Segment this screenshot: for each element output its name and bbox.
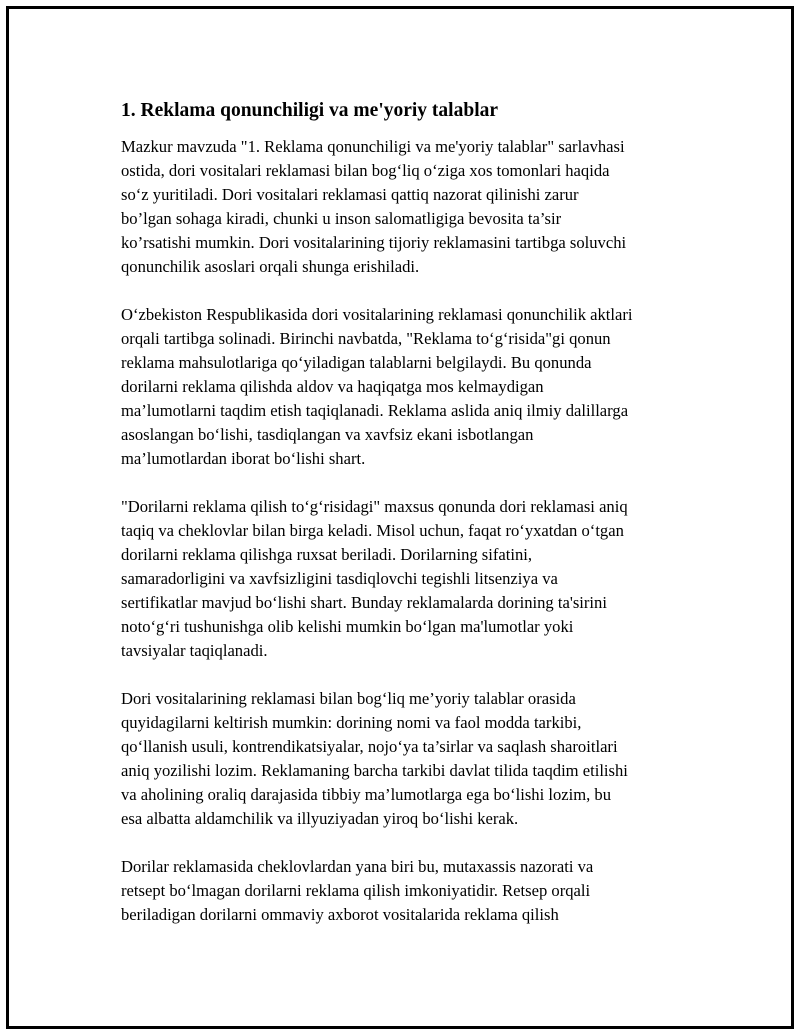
text-line: O‘zbekiston Respublikasida dori vositalarining reklamasi qonunchilik aktlari: [121, 305, 633, 324]
paragraph-gap: [121, 663, 696, 687]
text-line: qo‘llanish usuli, kontrendikatsiyalar, nojo‘ya ta’sirlar va saqlash sharoitlari: [121, 737, 618, 756]
paragraph-gap: [121, 831, 696, 855]
text-line: beriladigan dorilarni ommaviy axborot vositalarida reklama qilish: [121, 905, 559, 924]
text-line: qonunchilik asoslari orqali shunga erishiladi.: [121, 257, 420, 276]
text-line: tavsiyalar taqiqlanadi.: [121, 641, 268, 660]
text-line: esa albatta aldamchilik va illyuziyadan yiroq bo‘lishi kerak.: [121, 809, 519, 828]
text-line: noto‘g‘ri tushunishga olib kelishi mumkin bo‘lgan ma'lumotlar yoki: [121, 617, 574, 636]
text-line: asoslangan bo‘lishi, tasdiqlangan va xavfsiz ekani isbotlangan: [121, 425, 534, 444]
paragraph-gap: [121, 279, 696, 303]
text-line: reklama mahsulotlariga qo‘yiladigan talablarni belgilaydi. Bu qonunda: [121, 353, 592, 372]
text-line: quyidagilarni keltirish mumkin: dorining nomi va faol modda tarkibi,: [121, 713, 582, 732]
text-line: Mazkur mavzuda "1. Reklama qonunchiligi va me'yoriy talablar" sarlavhasi: [121, 137, 625, 156]
paragraph-1: [121, 135, 696, 279]
document-heading: 1. Reklama qonunchiligi va me'yoriy talablar: [121, 100, 499, 121]
text-line: Dori vositalarining reklamasi bilan bog‘liq me’yoriy talablar orasida: [121, 689, 576, 708]
text-line: aniq yozilishi lozim. Reklamaning barcha tarkibi davlat tilida taqdim etilishi: [121, 761, 628, 780]
text-line: dorilarni reklama qilishga ruxsat beriladi. Dorilarning sifatini,: [121, 545, 533, 564]
text-line: ma’lumotlarni taqdim etish taqiqlanadi. Reklama aslida aniq ilmiy dalillarga: [121, 401, 629, 420]
text-line: ma’lumotlardan iborat bo‘lishi shart.: [121, 449, 366, 468]
page-frame: [6, 6, 794, 1029]
text-line: samaradorligini va xavfsizligini tasdiqlovchi tegishli litsenziya va: [121, 569, 558, 588]
text-line: ko’rsatishi mumkin. Dori vositalarining tijoriy reklamasini tartibga soluvchi: [121, 233, 627, 252]
text-line: retsept bo‘lmagan dorilarni reklama qilish imkoniyatidir. Retsep orqali: [121, 881, 591, 900]
text-line: dorilarni reklama qilishda aldov va haqiqatga mos kelmaydigan: [121, 377, 544, 396]
text-line: bo’lgan sohaga kiradi, chunki u inson salomatligiga bevosita ta’sir: [121, 209, 562, 228]
text-line: "Dorilarni reklama qilish to‘g‘risidagi" maxsus qonunda dori reklamasi aniq: [121, 497, 628, 516]
paragraph-4: [121, 687, 696, 831]
document-body: [121, 99, 696, 927]
paragraph-2: [121, 303, 696, 471]
text-line: taqiq va cheklovlar bilan birga keladi. Misol uchun, faqat ro‘yxatdan o‘tgan: [121, 521, 624, 540]
paragraph-gap: [121, 471, 696, 495]
paragraph-5: [121, 855, 696, 927]
text-line: orqali tartibga solinadi. Birinchi navbatda, "Reklama to‘g‘risida"gi qonun: [121, 329, 611, 348]
text-line: ostida, dori vositalari reklamasi bilan bog‘liq o‘ziga xos tomonlari haqida: [121, 161, 610, 180]
text-line: va aholining oraliq darajasida tibbiy ma’lumotlarga ega bo‘lishi lozim, bu: [121, 785, 612, 804]
text-line: sertifikatlar mavjud bo‘lishi shart. Bunday reklamalarda dorining ta'sirini: [121, 593, 607, 612]
text-line: Dorilar reklamasida cheklovlardan yana biri bu, mutaxassis nazorati va: [121, 857, 594, 876]
paragraph-3: [121, 495, 696, 663]
text-line: so‘z yuritiladi. Dori vositalari reklamasi qattiq nazorat qilinishi zarur: [121, 185, 579, 204]
